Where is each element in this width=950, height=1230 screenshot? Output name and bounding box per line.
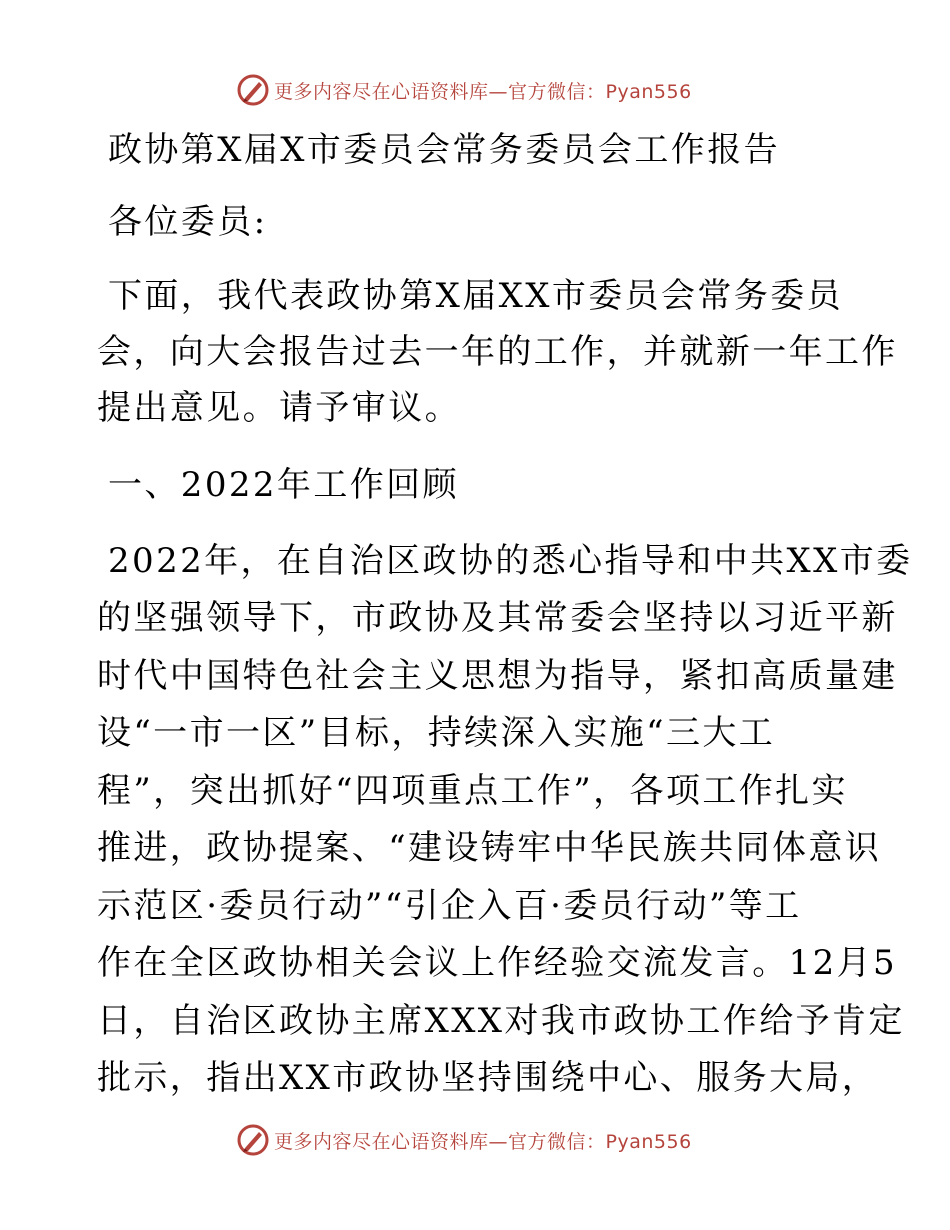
body-line: 时代中国特色社会主义思想为指导，紧扣高质量建 — [97, 656, 898, 696]
body-line: 程”，突出抓好“四项重点工作”，各项工作扎实 — [97, 771, 848, 811]
intro-line: 会，向大会报告过去一年的工作，并就新一年工作 — [97, 332, 898, 372]
section-heading: 一、2022年工作回顾 — [108, 465, 459, 505]
document-title: 政协第X届X市委员会常务委员会工作报告 — [108, 130, 781, 170]
watermark-text: 更多内容尽在心语资料库—官方微信：Pyan556 — [274, 80, 692, 103]
header-watermark — [236, 72, 692, 108]
intro-line: 提出意见。请予审议。 — [97, 388, 461, 428]
pen-logo-icon — [236, 73, 270, 107]
body-line: 的坚强领导下，市政协及其常委会坚持以习近平新 — [97, 598, 898, 638]
body-line: 推进，政协提案、“建设铸牢中华民族共同体意识 — [97, 828, 882, 868]
footer-watermark — [236, 1122, 692, 1158]
body-line: 设“一市一区”目标，持续深入实施“三大工 — [97, 713, 776, 753]
body-line: 2022年，在自治区政协的悉心指导和中共XX市委 — [108, 541, 913, 581]
body-line: 批示，指出XX市政协坚持围绕中心、服务大局， — [97, 1058, 879, 1098]
body-line: 作在全区政协相关会议上作经验交流发言。12月5 — [97, 943, 898, 983]
body-line: 示范区·委员行动”“引企入百·委员行动”等工 — [97, 886, 802, 926]
intro-line: 下面，我代表政协第X届XX市委员会常务委员 — [108, 276, 844, 316]
body-line: 日，自治区政协主席XXX对我市政协工作给予肯定 — [97, 1001, 905, 1041]
pen-logo-icon — [236, 1123, 270, 1157]
watermark-text: 更多内容尽在心语资料库—官方微信：Pyan556 — [274, 1130, 692, 1153]
salutation: 各位委员: — [108, 202, 268, 242]
